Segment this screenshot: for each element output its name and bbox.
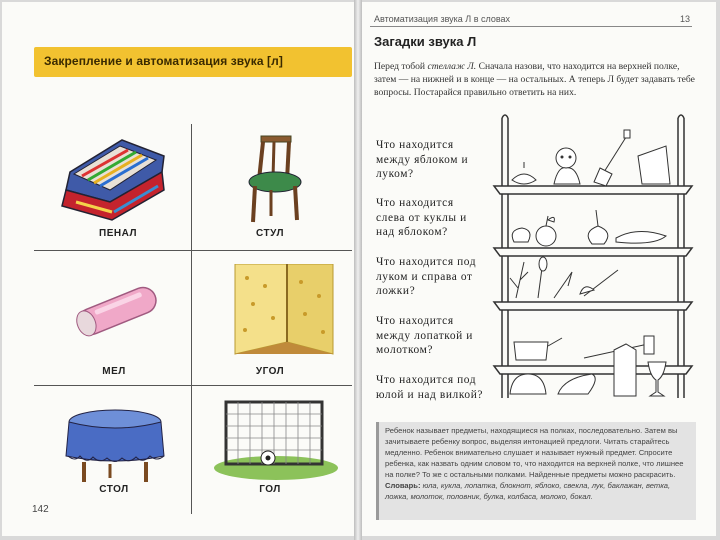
shelf-picture <box>488 112 704 412</box>
note-text: Ребенок называет предметы, находящиеся на полках, последовательно. Затем вы зачитываете ребенку вопрос, выделяя интонацией предлоги. Читать старайтесь медленно. Ребенок внимательно слушает и называет нужный предмет. Спросите ребенка, как назвать одним словом то, что находится на верхней полке, что лишнее на полке? То же с остальными полками. Найденные предметы можно раскрасить. Словарь: юла, кукла, лопатка, блокнот, яблоко, свекла, лук, баклажан, ветка, ложка, молоток, половник, булка, колбаса, молоко, бокал. <box>385 426 684 501</box>
corner-picture <box>227 264 337 356</box>
question-3: Что находится под луком и справа от ложки? <box>376 256 477 297</box>
chair-picture <box>227 130 327 225</box>
teacher-note <box>376 422 696 520</box>
right-page <box>362 2 716 536</box>
question-4: Что находится между лопаткой и молотком? <box>376 315 473 356</box>
question-1: Что находится между яблоком и луком? <box>376 139 469 180</box>
page-number-right: 13 <box>680 14 691 24</box>
table-picture <box>60 404 170 484</box>
page-title: Загадки звука Л <box>374 34 477 49</box>
question-2: Что находится слева от куклы и над яблоком? <box>376 197 467 238</box>
goal-picture <box>210 394 340 482</box>
header-rule <box>370 26 692 27</box>
pencil-case-picture <box>52 132 182 222</box>
running-header: Автоматизация звука Л в словах <box>374 14 511 24</box>
caption-corner: УГОЛ <box>255 366 285 377</box>
intro-paragraph: Перед тобой стеллаж Л. Сначала назови, что находится на верхней полке, затем — на нижней и в конце — на остальных. А теперь Л будет задавать тебе вопросы. Постарайся правильно ответить на них. <box>374 61 695 98</box>
caption-table: СТОЛ <box>99 484 129 495</box>
note-accent-bar <box>376 422 379 520</box>
page-number-left: 142 <box>32 504 49 515</box>
caption-goal: ГОЛ <box>259 484 281 495</box>
caption-chair: СТУЛ <box>256 228 284 239</box>
grid-divider-horizontal <box>34 385 352 386</box>
grid-divider-vertical <box>191 124 192 514</box>
grid-divider-horizontal <box>34 250 352 251</box>
section-banner <box>34 47 352 77</box>
question-5: Что находится под юлой и над вилкой? <box>376 374 484 401</box>
left-page <box>2 2 354 536</box>
caption-chalk: МЕЛ <box>102 366 126 377</box>
book-gutter <box>354 0 362 540</box>
chalk-picture <box>62 276 172 346</box>
caption-pencil-case: ПЕНАЛ <box>99 228 137 239</box>
banner-title: Закрепление и автоматизация звука [л] <box>44 54 283 68</box>
